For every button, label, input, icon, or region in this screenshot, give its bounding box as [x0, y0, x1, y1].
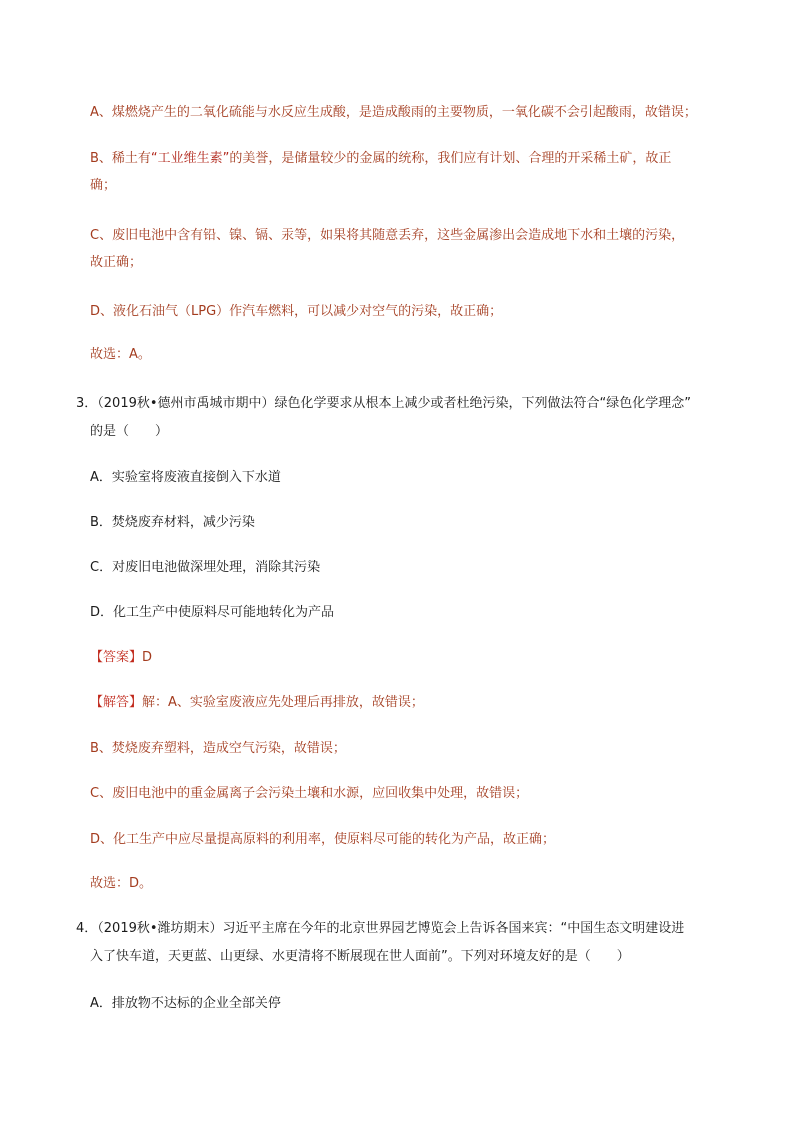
- prev-solution-b-cont: 确；: [90, 178, 117, 193]
- question3-answer: [90, 649, 152, 667]
- answer-label: 【答案】: [90, 650, 143, 665]
- prev-solution-c: C、废旧电池中含有铅、镍、镉、汞等，如果将其随意丢弃，这些金属渗出会造成地下水和土壤的污染，: [90, 228, 685, 243]
- question3-option-a: A．实验室将废液直接倒入下水道: [90, 470, 281, 485]
- question4-stem: 4．（2019秋•潍坊期末）习近平主席在今年的北京世界园艺博览会上告诉各国来宾：“中国生态文明建设进: [76, 921, 685, 936]
- question3-solution-a: [90, 694, 424, 712]
- prev-solution-c-cont: 故正确；: [90, 255, 143, 270]
- prev-solution-a: A、煤燃烧产生的二氧化硫能与水反应生成酸，是造成酸雨的主要物质，一氧化碳不会引起酸雨，故错误；: [90, 105, 697, 120]
- prev-conclusion: 故选：A。: [90, 347, 151, 362]
- prev-solution-b: [90, 150, 671, 168]
- question4-option-a: A．排放物不达标的企业全部关停: [90, 996, 281, 1011]
- solution-a-text: 解：A、实验室废液应先处理后再排放，故错误；: [142, 695, 424, 710]
- question3-solution-c: C、废旧电池中的重金属离子会污染土壤和水源，应回收集中处理，故错误；: [90, 786, 529, 801]
- question3-solution-b: B、焚烧废弃塑料，造成空气污染，故错误；: [90, 741, 346, 756]
- prev-solution-b-quote: “工业维生素”: [150, 151, 230, 166]
- prev-solution-d: D、液化石油气（LPG）作汽车燃料，可以减少对空气的污染，故正确；: [90, 304, 503, 319]
- question3-option-c: C．对废旧电池做深埋处理，消除其污染: [90, 560, 321, 575]
- prev-solution-b-post: 的美誉，是储量较少的金属的统称，我们应有计划、合理的开采稀土矿，故正: [229, 151, 672, 166]
- question3-conclusion: 故选：D。: [90, 876, 153, 891]
- question3-option-d: D．化工生产中使原料尽可能地转化为产品: [90, 605, 335, 620]
- question3-solution-d: D、化工生产中应尽量提高原料的利用率，使原料尽可能的转化为产品，故正确；: [90, 832, 556, 847]
- question3-stem: 3．（2019秋•德州市禹城市期中）绿色化学要求从根本上减少或者杜绝污染，下列做法符合“绿色化学理念”: [76, 396, 691, 411]
- question3-stem-cont: 的是（ ）: [90, 424, 169, 439]
- solution-label: 【解答】: [90, 695, 143, 710]
- answer-value: D: [142, 650, 153, 665]
- question3-option-b: B．焚烧废弃材料，减少污染: [90, 515, 255, 530]
- prev-solution-b-pre: B、稀土有: [90, 151, 151, 166]
- question4-stem-cont: 入了快车道，天更蓝、山更绿、水更清将不断展现在世人面前”。下列对环境友好的是（ ）: [90, 949, 630, 964]
